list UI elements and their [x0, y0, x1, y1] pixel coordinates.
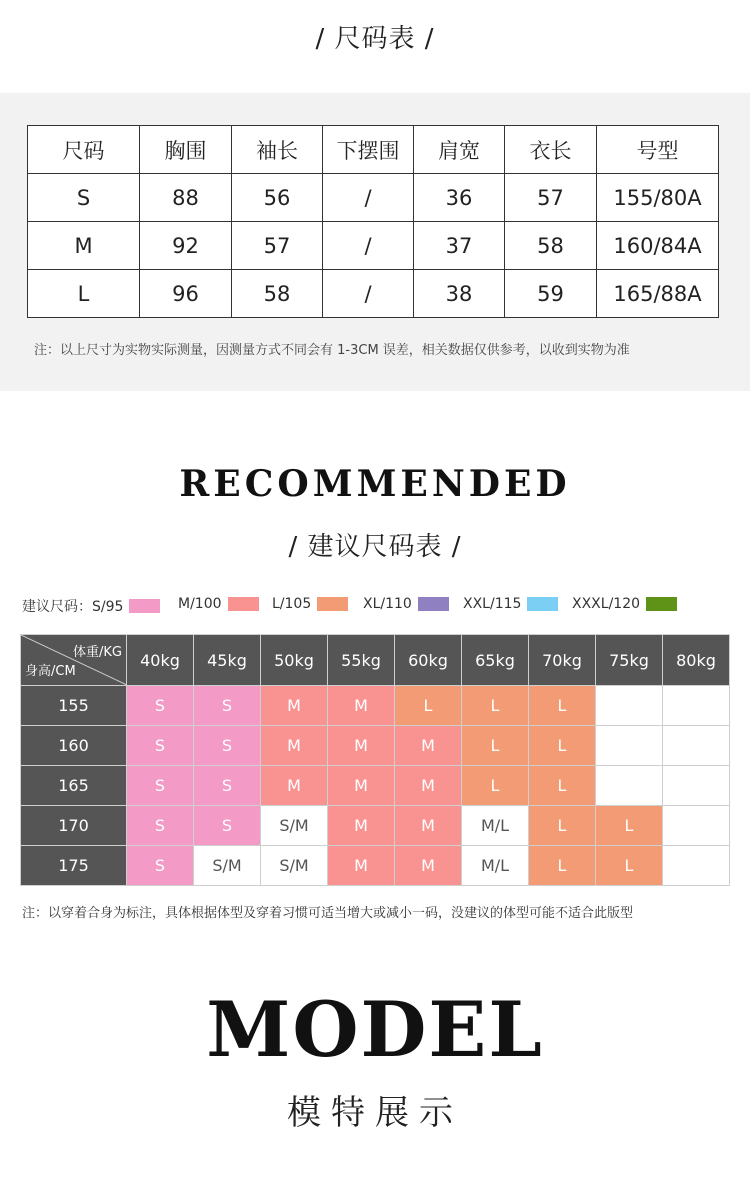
size-recommendation-cell: L	[529, 846, 596, 886]
size-table-header-cell: 尺码	[28, 126, 140, 174]
size-recommendation-cell: M	[395, 846, 462, 886]
size-recommendation-cell: L	[596, 846, 663, 886]
size-table-header-cell: 衣长	[505, 126, 597, 174]
size-table-cell: M	[28, 222, 140, 270]
size-recommendation-cell: M	[328, 846, 395, 886]
legend-label: L/105	[272, 596, 312, 612]
size-table-cell: 57	[232, 222, 323, 270]
size-recommendation-cell: M	[328, 726, 395, 766]
height-row	[21, 726, 730, 766]
size-recommendation-cell: L	[529, 766, 596, 806]
size-recommendation-cell: M	[395, 806, 462, 846]
size-recommendation-cell: S	[194, 766, 261, 806]
size-table-header-cell: 胸围	[140, 126, 232, 174]
legend-label: M/100	[178, 596, 222, 612]
height-header-cell: 165	[21, 766, 127, 806]
legend-swatch	[646, 597, 677, 611]
weight-header-cell: 45kg	[194, 635, 261, 686]
height-row	[21, 806, 730, 846]
size-table-cell: 56	[232, 174, 323, 222]
size-table-cell: 58	[232, 270, 323, 318]
size-recommendation-cell: L	[462, 766, 529, 806]
size-recommendation-cell: M	[328, 806, 395, 846]
size-chart-section	[0, 93, 750, 391]
legend-swatch	[317, 597, 348, 611]
size-table-cell: 38	[414, 270, 505, 318]
size-table-cell: 96	[140, 270, 232, 318]
weight-header-cell: 55kg	[328, 635, 395, 686]
size-table-cell: 160/84A	[597, 222, 719, 270]
size-table-cell: 36	[414, 174, 505, 222]
model-subtitle: 模特展示	[287, 1093, 463, 1133]
size-recommendation-cell: L	[529, 686, 596, 726]
size-recommendation-cell	[663, 806, 730, 846]
size-table-cell: S	[28, 174, 140, 222]
height-axis-label: 身高/CM	[25, 664, 76, 679]
weight-header-cell: 70kg	[529, 635, 596, 686]
size-recommendation-cell: M	[261, 686, 328, 726]
weight-axis-label: 体重/KG	[73, 645, 122, 660]
size-recommendation-cell	[596, 686, 663, 726]
size-recommendation-cell: L	[596, 806, 663, 846]
weight-header-cell: 80kg	[663, 635, 730, 686]
legend-swatch	[228, 597, 259, 611]
size-recommendation-cell: L	[462, 726, 529, 766]
size-table-cell: 92	[140, 222, 232, 270]
legend-swatch	[129, 599, 160, 613]
size-table-header-row	[28, 126, 719, 174]
size-table-header-cell: 袖长	[232, 126, 323, 174]
size-table-cell: L	[28, 270, 140, 318]
size-table-header-cell: 肩宽	[414, 126, 505, 174]
size-table-header-cell: 号型	[597, 126, 719, 174]
size-recommendation-cell: S/M	[261, 806, 328, 846]
size-table	[27, 125, 719, 318]
size-recommendation-cell: L	[395, 686, 462, 726]
weight-header-cell: 40kg	[127, 635, 194, 686]
size-table-cell: 155/80A	[597, 174, 719, 222]
size-recommendation-cell: M	[395, 726, 462, 766]
legend-item	[572, 596, 677, 612]
height-header-cell: 175	[21, 846, 127, 886]
legend-label: 建议尺码：S/95	[22, 599, 124, 615]
height-header-cell: 160	[21, 726, 127, 766]
size-recommendation-cell: S	[127, 686, 194, 726]
size-recommendation-cell: S	[127, 766, 194, 806]
recommended-note: 注：以穿着合身为标注，具体根据体型及穿着习惯可适当增大或减小一码，没建议的体型可能不适合此版型	[22, 906, 634, 921]
height-row	[21, 766, 730, 806]
legend-swatch	[527, 597, 558, 611]
height-row	[21, 686, 730, 726]
size-table-cell: 58	[505, 222, 597, 270]
height-row	[21, 846, 730, 886]
height-header-cell: 170	[21, 806, 127, 846]
legend-label: XL/110	[363, 596, 412, 612]
size-table-row	[28, 174, 719, 222]
size-recommendation-cell: M	[261, 766, 328, 806]
size-recommendation-cell	[596, 766, 663, 806]
weight-header-cell: 75kg	[596, 635, 663, 686]
legend-item	[363, 596, 449, 612]
size-recommendation-cell: M	[261, 726, 328, 766]
size-table-row	[28, 222, 719, 270]
size-table-header-cell: 下摆围	[323, 126, 414, 174]
size-table-cell: /	[323, 222, 414, 270]
size-recommendation-cell: S	[127, 726, 194, 766]
legend-item	[463, 596, 558, 612]
size-recommendation-cell: L	[529, 726, 596, 766]
legend-label: XXL/115	[463, 596, 522, 612]
size-chart-title: / 尺码表 /	[315, 24, 435, 54]
legend-item	[272, 596, 348, 612]
recommended-size-table	[20, 634, 730, 886]
size-recommendation-cell: S	[127, 806, 194, 846]
size-recommendation-cell: S/M	[194, 846, 261, 886]
weight-header-row	[21, 635, 730, 686]
size-table-cell: 59	[505, 270, 597, 318]
size-table-cell: 37	[414, 222, 505, 270]
legend-label: XXXL/120	[572, 596, 641, 612]
size-recommendation-cell: M	[328, 686, 395, 726]
size-table-cell: 165/88A	[597, 270, 719, 318]
size-table-row	[28, 270, 719, 318]
legend-item	[178, 596, 259, 612]
height-header-cell: 155	[21, 686, 127, 726]
size-recommendation-cell: S	[127, 846, 194, 886]
weight-header-cell: 60kg	[395, 635, 462, 686]
table-corner-cell	[21, 635, 127, 686]
recommended-subtitle: / 建议尺码表 /	[288, 532, 462, 562]
size-recommendation-cell: L	[462, 686, 529, 726]
size-recommendation-cell: L	[529, 806, 596, 846]
size-legend	[22, 596, 742, 616]
size-recommendation-cell: S	[194, 686, 261, 726]
weight-header-cell: 50kg	[261, 635, 328, 686]
size-recommendation-cell: S	[194, 726, 261, 766]
size-table-cell: 88	[140, 174, 232, 222]
size-table-cell: /	[323, 270, 414, 318]
size-recommendation-cell	[663, 726, 730, 766]
legend-swatch	[418, 597, 449, 611]
size-recommendation-cell: S	[194, 806, 261, 846]
size-table-cell: 57	[505, 174, 597, 222]
size-recommendation-cell: M	[328, 766, 395, 806]
size-chart-note: 注：以上尺寸为实物实际测量，因测量方式不同会有 1-3CM 误差，相关数据仅供参考，以收到实物为准	[34, 343, 630, 358]
model-title: MODEL	[206, 985, 544, 1074]
size-table-cell: /	[323, 174, 414, 222]
size-recommendation-cell: M	[395, 766, 462, 806]
size-recommendation-cell	[663, 846, 730, 886]
legend-item	[22, 596, 160, 616]
size-recommendation-cell: M/L	[462, 846, 529, 886]
recommended-title: RECOMMENDED	[179, 463, 571, 505]
size-recommendation-cell	[663, 766, 730, 806]
size-recommendation-cell: S/M	[261, 846, 328, 886]
size-recommendation-cell	[596, 726, 663, 766]
size-recommendation-cell: M/L	[462, 806, 529, 846]
size-recommendation-cell	[663, 686, 730, 726]
weight-header-cell: 65kg	[462, 635, 529, 686]
